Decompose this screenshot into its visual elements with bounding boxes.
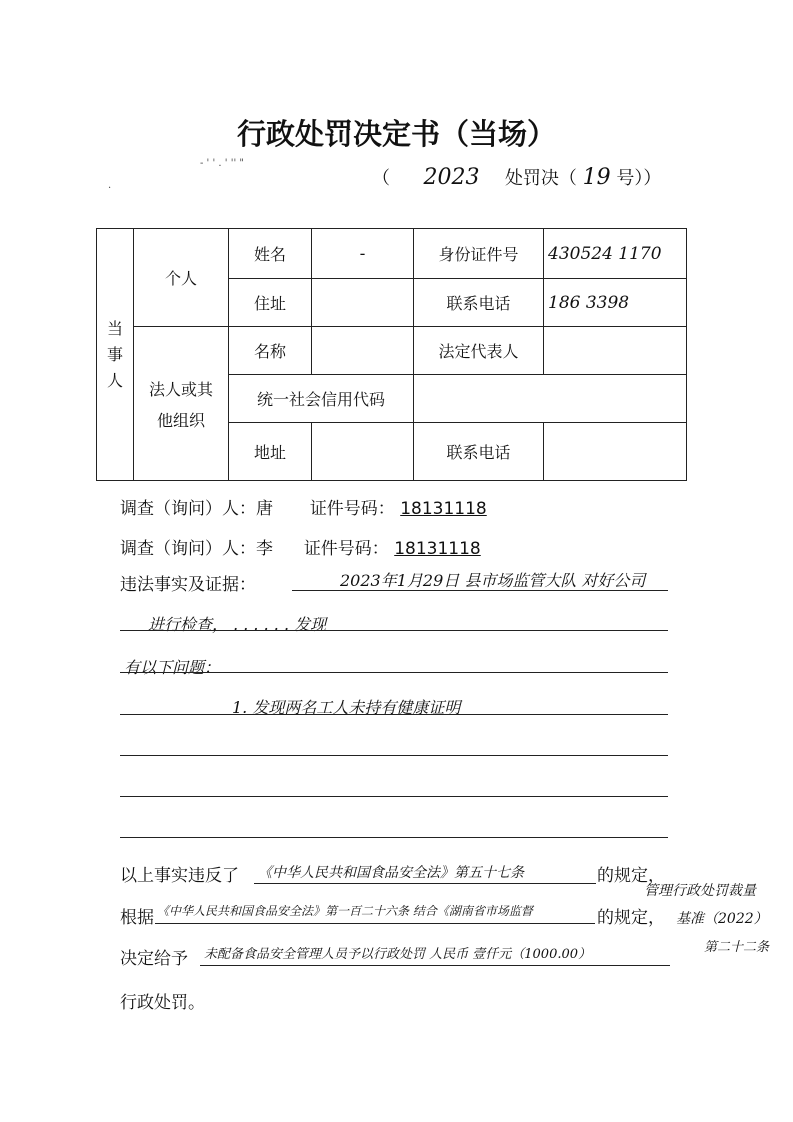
doc-number-no: 19 [582, 165, 611, 190]
doc-number-suffix: 号）） [616, 168, 662, 189]
org-phone-value [544, 423, 687, 481]
name-label: 姓名 [229, 229, 312, 279]
facts-handwritten-1: 2023年1月29日 县市场监管大队 对好公司 [340, 571, 646, 590]
party-table [96, 228, 687, 481]
investigator-1-label: 调查（询问）人：唐 [120, 499, 273, 519]
scan-mark: - ' ' . ' '' " [200, 158, 244, 169]
org-name-value [312, 327, 414, 375]
legal-rep-value [544, 327, 687, 375]
investigator-1-cert-label: 证件号码： [309, 499, 395, 519]
name-value: - [312, 229, 414, 279]
phone-value: 186 3398 [544, 279, 687, 327]
decide-rule [200, 965, 670, 966]
facts-rule-5 [120, 755, 668, 756]
org-label [134, 327, 229, 481]
id-value: 430524 1170 [544, 229, 687, 279]
facts-handwritten-3: 有以下问题： [124, 658, 221, 677]
org-address-value [312, 423, 414, 481]
credit-code-label: 统一社会信用代码 [229, 375, 414, 423]
decide-prefix: 决定给予 [120, 949, 188, 969]
facts-rule-1 [292, 590, 668, 591]
id-label: 身份证件号 [414, 229, 544, 279]
investigator-2-label: 调查（询问）人：李 [120, 539, 273, 559]
violated-prefix: 以上事实违反了 [120, 866, 239, 886]
doc-number-year: 2023 [423, 165, 480, 190]
address-label: 住址 [229, 279, 312, 327]
basis-suffix: 的规定， [597, 908, 665, 928]
penalty-end: 行政处罚。 [120, 993, 205, 1013]
basis-margin-3: 第二十二条 [704, 940, 770, 955]
org-label-line2: 他组织 [156, 410, 205, 430]
investigator-1 [120, 494, 487, 519]
investigator-1-cert-value: 18131118 [400, 499, 487, 519]
basis-margin-2: 基准（2022） [676, 911, 768, 927]
credit-code-value [414, 375, 687, 423]
facts-handwritten-4: 1. 发现两名工人未持有健康证明 [232, 698, 461, 717]
document-number [372, 164, 661, 190]
facts-rule-4 [120, 714, 668, 715]
document-title: 行政处罚决定书（当场） [236, 117, 556, 151]
basis-law: 《中华人民共和国食品安全法》第一百二十六条 结合《湖南省市场监督 [157, 904, 533, 918]
facts-rule-7 [120, 837, 668, 838]
facts-label: 违法事实及证据： [120, 575, 256, 595]
violated-rule [254, 883, 596, 884]
party-label: 当事人 [97, 229, 134, 481]
legal-rep-label: 法定代表人 [414, 327, 544, 375]
org-name-label: 名称 [229, 327, 312, 375]
scan-mark-left: . [108, 180, 112, 191]
basis-margin-1: 管理行政处罚裁量 [644, 883, 756, 899]
individual-label: 个人 [134, 229, 229, 327]
address-value [312, 279, 414, 327]
facts-handwritten-2: 进行检查， . . . . . . 发现 [148, 615, 327, 634]
violated-law: 《中华人民共和国食品安全法》第五十七条 [258, 865, 524, 881]
facts-rule-3 [120, 672, 668, 673]
investigator-2-cert-value: 18131118 [394, 539, 481, 559]
org-address-label: 地址 [229, 423, 312, 481]
investigator-2-cert-label: 证件号码： [303, 539, 389, 559]
decide-content: 未配备食品安全管理人员予以行政处罚 人民币 壹仟元（1000.00） [204, 947, 592, 962]
doc-number-mid: 处罚决（ [504, 168, 577, 189]
facts-rule-2 [120, 630, 668, 631]
violated-suffix: 的规定， [597, 866, 665, 886]
doc-number-prefix: （ [372, 168, 390, 189]
investigator-2 [120, 534, 481, 559]
org-phone-label: 联系电话 [414, 423, 544, 481]
basis-rule [155, 923, 595, 924]
basis-prefix: 根据 [120, 908, 154, 928]
org-label-line1: 法人或其 [148, 379, 213, 399]
phone-label: 联系电话 [414, 279, 544, 327]
facts-rule-6 [120, 796, 668, 797]
